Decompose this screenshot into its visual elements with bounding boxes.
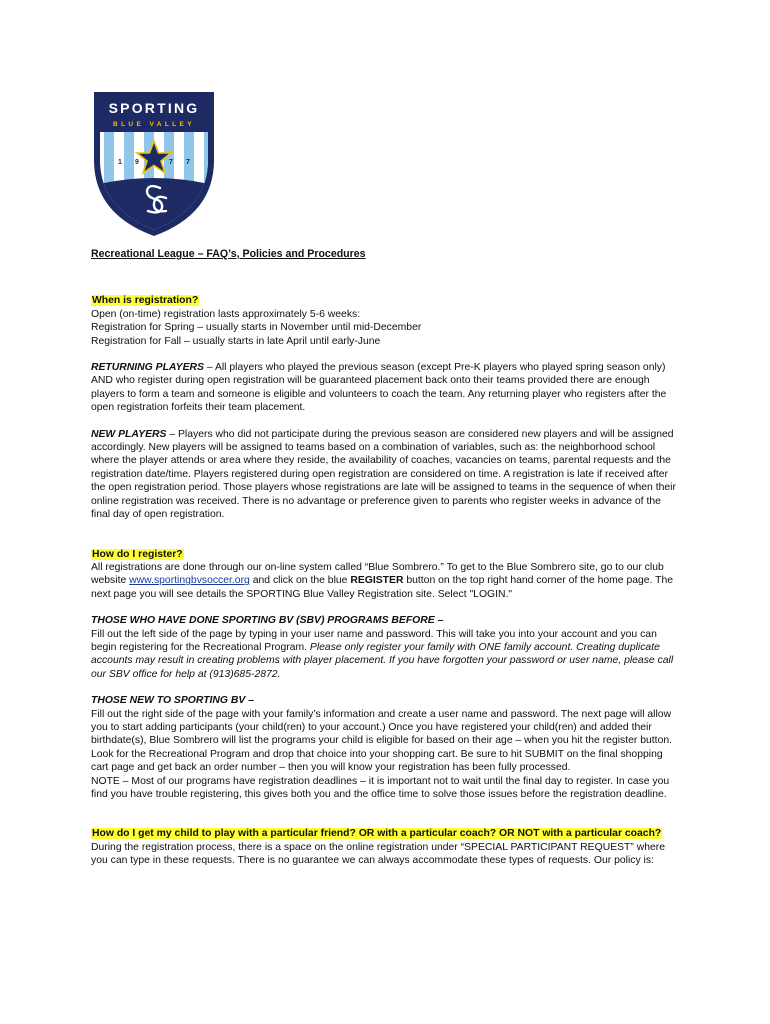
- registration-duration: Open (on-time) registration lasts approximately 5-6 weeks:: [91, 308, 361, 320]
- new-players-text: – Players who did not participate during the previous season are considered new players and will be assigned accordingly. New players will be assigned to teams based on a combination of variables, such as: the neighborhood school where the player attends or area where they reside, the availability of coaches, vacancies on teams, parental requests and the registration date/time. Players registered during open registration are considered on time. A registration is late if received after the open registration period. Those players whose registrations are late will be assigned to teams in the sequence of when their online registration was received. There is no advantage or preference given to parents who register weeks in advance of the final day of open registration.: [91, 428, 676, 521]
- club-website-link[interactable]: www.sportingbvsoccer.org: [129, 575, 250, 587]
- document-title: Recreational League – FAQ’s, Policies and Procedures: [91, 248, 366, 260]
- returning-sbv-heading: THOSE WHO HAVE DONE SPORTING BV (SBV) PROGRAMS BEFORE –: [91, 615, 444, 627]
- register-keyword: REGISTER: [350, 575, 404, 587]
- logo-name-bottom: BLUE VALLEY: [112, 121, 196, 128]
- how-register-text-a: All registrations are done through our on-line system called “Blue Sombrero.” To get to the Blue Sombrero site, go to our club website: [91, 561, 664, 587]
- question-when-registration: When is registration?: [92, 295, 199, 307]
- question-particular-friend-coach: How do I get my child to play with a particular friend? OR with a particular coach? OR NOT with a particular coach?: [92, 828, 662, 840]
- new-sbv-paragraph: Fill out the right side of the page with your family’s information and create a user name and password. The next page will allow you to start adding participants (your child(ren) to your account.) Once you have registered your child(ren) and added their birthdate(s), Blue Sombrero will list the programs your child is eligible for based on their age – when you hit the register button. Look for the Recreational Program and drop that choice into your shopping cart. Be sure to hit SUBMIT on the final shopping cart page and get back an order number – then you will know your registration has been fully processed.: [91, 708, 673, 774]
- how-register-text-c: button on the top right hand corner of the home page. The next page you will see details the SPORTING Blue Valley Registration site. Select "LOGIN.": [91, 575, 674, 600]
- registration-deadline-note: NOTE – Most of our programs have registration deadlines – it is important not to wait until the final day to register. In case you find you have trouble registering, this gives both you and the office time to solve those issues before the registration deadline.: [91, 775, 670, 800]
- returning-players-paragraph: [91, 361, 681, 415]
- special-request-paragraph: During the registration process, there is a space on the online registration under “SPECIAL PARTICIPANT REQUEST” where you can type in these requests. There is no guarantee we can always accommodate these types of requests. Our policy is:: [91, 841, 666, 867]
- new-sbv-heading: THOSE NEW TO SPORTING BV –: [91, 695, 255, 707]
- question-how-register: How do I register?: [92, 548, 183, 560]
- returning-sbv-italic-note: Please only register your family with ONE family account. Creating duplicate accounts may result in creating problems with player placement. If you have forgotten your password or user name, please call our SBV office for help at (913)685-2872.: [91, 641, 674, 680]
- new-players-lead: NEW PLAYERS: [91, 428, 167, 440]
- returning-players-text: – All players who played the previous season (except Pre-K players who played spring season only) AND who register during open registration will be guaranteed placement back onto their teams provided there are enough players to form a team and someone is eligible and volunteers to coach the team. Any returning player who registers after the open registration forfeits their team placement.: [91, 362, 667, 414]
- returning-players-lead: RETURNING PLAYERS: [91, 362, 204, 374]
- how-register-text-b: and click on the blue: [249, 575, 351, 587]
- document-body: [91, 248, 681, 868]
- logo-year-digit-1: 1: [118, 159, 122, 166]
- sporting-blue-valley-logo: [90, 90, 218, 236]
- logo-name-top: SPORTING: [108, 100, 200, 116]
- fall-registration: Registration for Fall – usually starts in late April until early-June: [91, 335, 381, 347]
- returning-sbv-paragraph: [91, 628, 681, 682]
- logo-year-digit-4: 7: [186, 159, 190, 166]
- how-register-paragraph: [91, 561, 681, 601]
- new-players-paragraph: [91, 428, 681, 522]
- logo-year-digit-2: 9: [135, 159, 139, 166]
- returning-sbv-text: Fill out the left side of the page by typing in your user name and password. This will take you into your account and you can begin registering for the Recreational Program.: [91, 628, 657, 653]
- logo-year-digit-3: 7: [169, 159, 173, 166]
- spring-registration: Registration for Spring – usually starts in November until mid-December: [91, 322, 422, 334]
